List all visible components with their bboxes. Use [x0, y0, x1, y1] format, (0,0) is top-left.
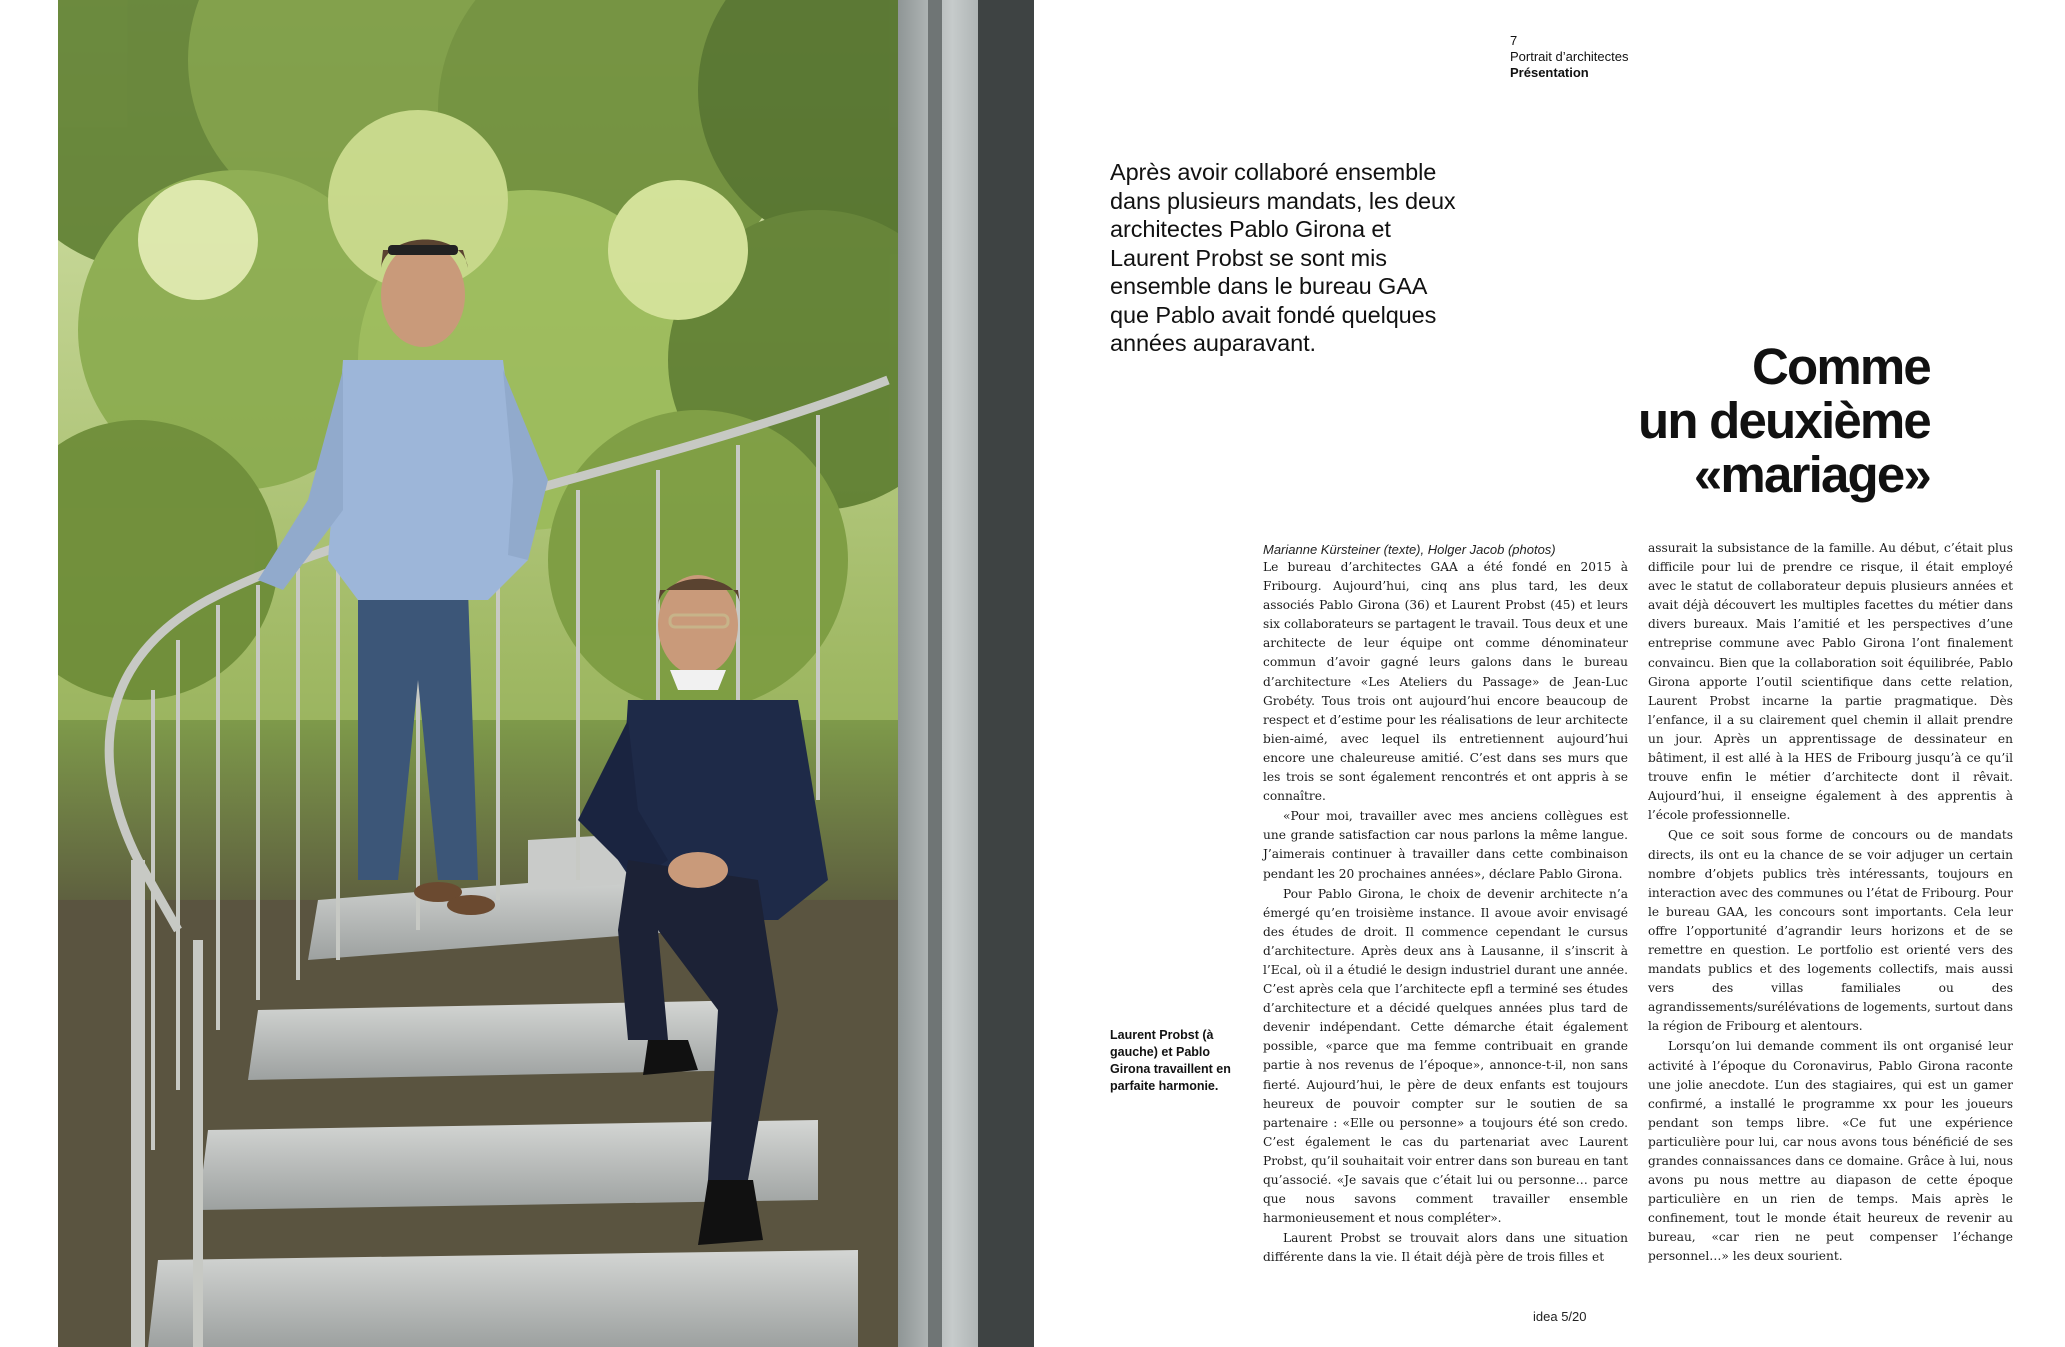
body-paragraph: «Pour moi, travailler avec mes anciens collègues est une grande satisfaction car nous parlons la même langue. J’aimerais continuer à travailler dans cette combinaison pendant les 20 prochaines années», déclare Pablo Girona.: [1263, 809, 1628, 881]
body-column-1: [1263, 558, 1628, 1267]
portrait-photo: [58, 0, 1034, 1347]
byline-credits: Marianne Kürsteiner (texte), Holger Jacob (photos): [1263, 542, 1556, 557]
running-head: [1510, 33, 1629, 81]
photo-caption: Laurent Probst (à gauche) et Pablo Girona travaillent en parfaite harmonie.: [1110, 1028, 1231, 1093]
headline-line-3: «mariage»: [1693, 446, 1930, 503]
body-paragraph: Lorsqu’on lui demande comment ils ont organisé leur activité à l’époque du Coronavirus, Pablo Girona raconte une jolie anecdote. L’un des stagiaires, qui est un gamer confirmé, a installé le programme xx pour les joueurs pendant son temps libre. «Ce fut une expérience particulière pour lui, car nous avons tous bénéficié de ses grandes connaissances dans ce domaine. Grâce à lui, nous avons pu nous mettre au diapason de cette époque particulière en un rien de temps. Mais après le confinement, tout le monde était heureux de revenir au bureau, «car rien ne peut compenser l’échange personnel…» les deux sourient.: [1648, 1039, 2013, 1264]
body-column-2: [1648, 539, 2013, 1267]
page-number: 7: [1510, 33, 1518, 48]
folio: idea 5/20: [1533, 1309, 1587, 1324]
body-paragraph: Laurent Probst se trouvait alors dans une situation différente dans la vie. Il était déjà père de trois filles et: [1263, 1231, 1628, 1265]
lead-paragraph: Après avoir collaboré ensemble dans plusieurs mandats, les deux architectes Pablo Girona et Laurent Probst se sont mis ensemble dans le bureau GAA que Pablo avait fondé quelques années auparavant.: [1110, 159, 1456, 356]
body-paragraph: Le bureau d’architectes GAA a été fondé en 2015 à Fribourg. Aujourd’hui, cinq ans plus tard, les deux associés Pablo Girona (36) et Laurent Probst (45) et leurs six collaborateurs se partagent le travail. Tous deux et une architecte de leur équipe ont comme dénominateur commun d’avoir gagné leurs galons dans le bureau d’architecture «Les Ateliers du Passage» de Jean-Luc Grobéty. Tous trois ont aujourd’hui encore beaucoup de respect et d’estime pour les réalisations de leur architecte bien-aimé, avec lequel ils entretiennent aujourd’hui encore une chaleureuse amitié. C’est dans ses murs que les trois se sont également rencontrés et ont appris à se connaître.: [1263, 560, 1628, 804]
section-title: Présentation: [1510, 65, 1589, 80]
headline-line-2: un deuxième: [1638, 392, 1930, 449]
body-paragraph: Que ce soit sous forme de concours ou de mandats directs, ils ont eu la chance de se voir adjuger un certain nombre d’objets publics très intéressants, toujours en interaction avec des communes ou l’état de Fribourg. Pour le bureau GAA, les concours sont importants. Cela leur offre l’opportunité d’agrandir leurs horizons et de se remettre en question. Le portfolio est orienté vers des mandats publics et des logements collectifs, mais aussi vers des villas familiales ou des agrandissements/surélévations de logements, surtout dans la région de Fribourg et alentours.: [1648, 828, 2013, 1034]
series-title: Portrait d’architectes: [1510, 49, 1629, 64]
article-headline: [1560, 340, 1930, 502]
headline-line-1: Comme: [1751, 338, 1930, 395]
photo-illustration: [58, 0, 1034, 1347]
body-paragraph: Pour Pablo Girona, le choix de devenir architecte n’a émergé qu’en troisième instance. Il avoue avoir envisagé des études de droit. Il commence cependant le cursus d’architecture. Après deux ans à Lausanne, il s’inscrit à l’Ecal, où il a étudié le design industriel durant une année. C’est après cela que l’architecte epfl a terminé ses études d’architecture et a décidé quelques années plus tard de devenir indépendant. Cette démarche était également possible, «parce que ma femme contribuait en grande partie à nos revenus de l’époque», annonce-t-il, non sans fierté. Aujourd’hui, le père de deux enfants est toujours heureux de pouvoir compter sur le soutien de sa partenaire : «Elle ou personne» a toujours été son credo. C’est également le cas du partenariat avec Laurent Probst, qu’il souhaitait voir entrer dans son bureau en tant qu’associé. «Je savais que c’était lui ou personne… parce que nous savons comment travailler ensemble harmonieusement et nous compléter».: [1263, 886, 1628, 1226]
steel-column: [898, 0, 1034, 1347]
body-paragraph: assurait la subsistance de la famille. Au début, c’était plus difficile pour lui de prendre ce risque, il était employé avec le statut de collaborateur depuis plusieurs années et avait déjà découvert les multiples facettes du métier dans divers bureaux. Mais l’amitié et les perspectives d’une entreprise commune avec Pablo Girona l’ont finalement convaincu. Bien que la collaboration soit équilibrée, Pablo Girona apporte l’outil scientifique dans cette relation, Laurent Probst incarne la partie pragmatique. Dès l’enfance, il a su clairement quel chemin il allait prendre un jour. Après un apprentissage de dessinateur en bâtiment, il est allé à la HES de Fribourg jusqu’à ce qu’il trouve enfin le métier d’architecte dont il rêvait. Aujourd’hui, il enseigne également à des apprentis à l’école professionnelle.: [1648, 541, 2013, 823]
